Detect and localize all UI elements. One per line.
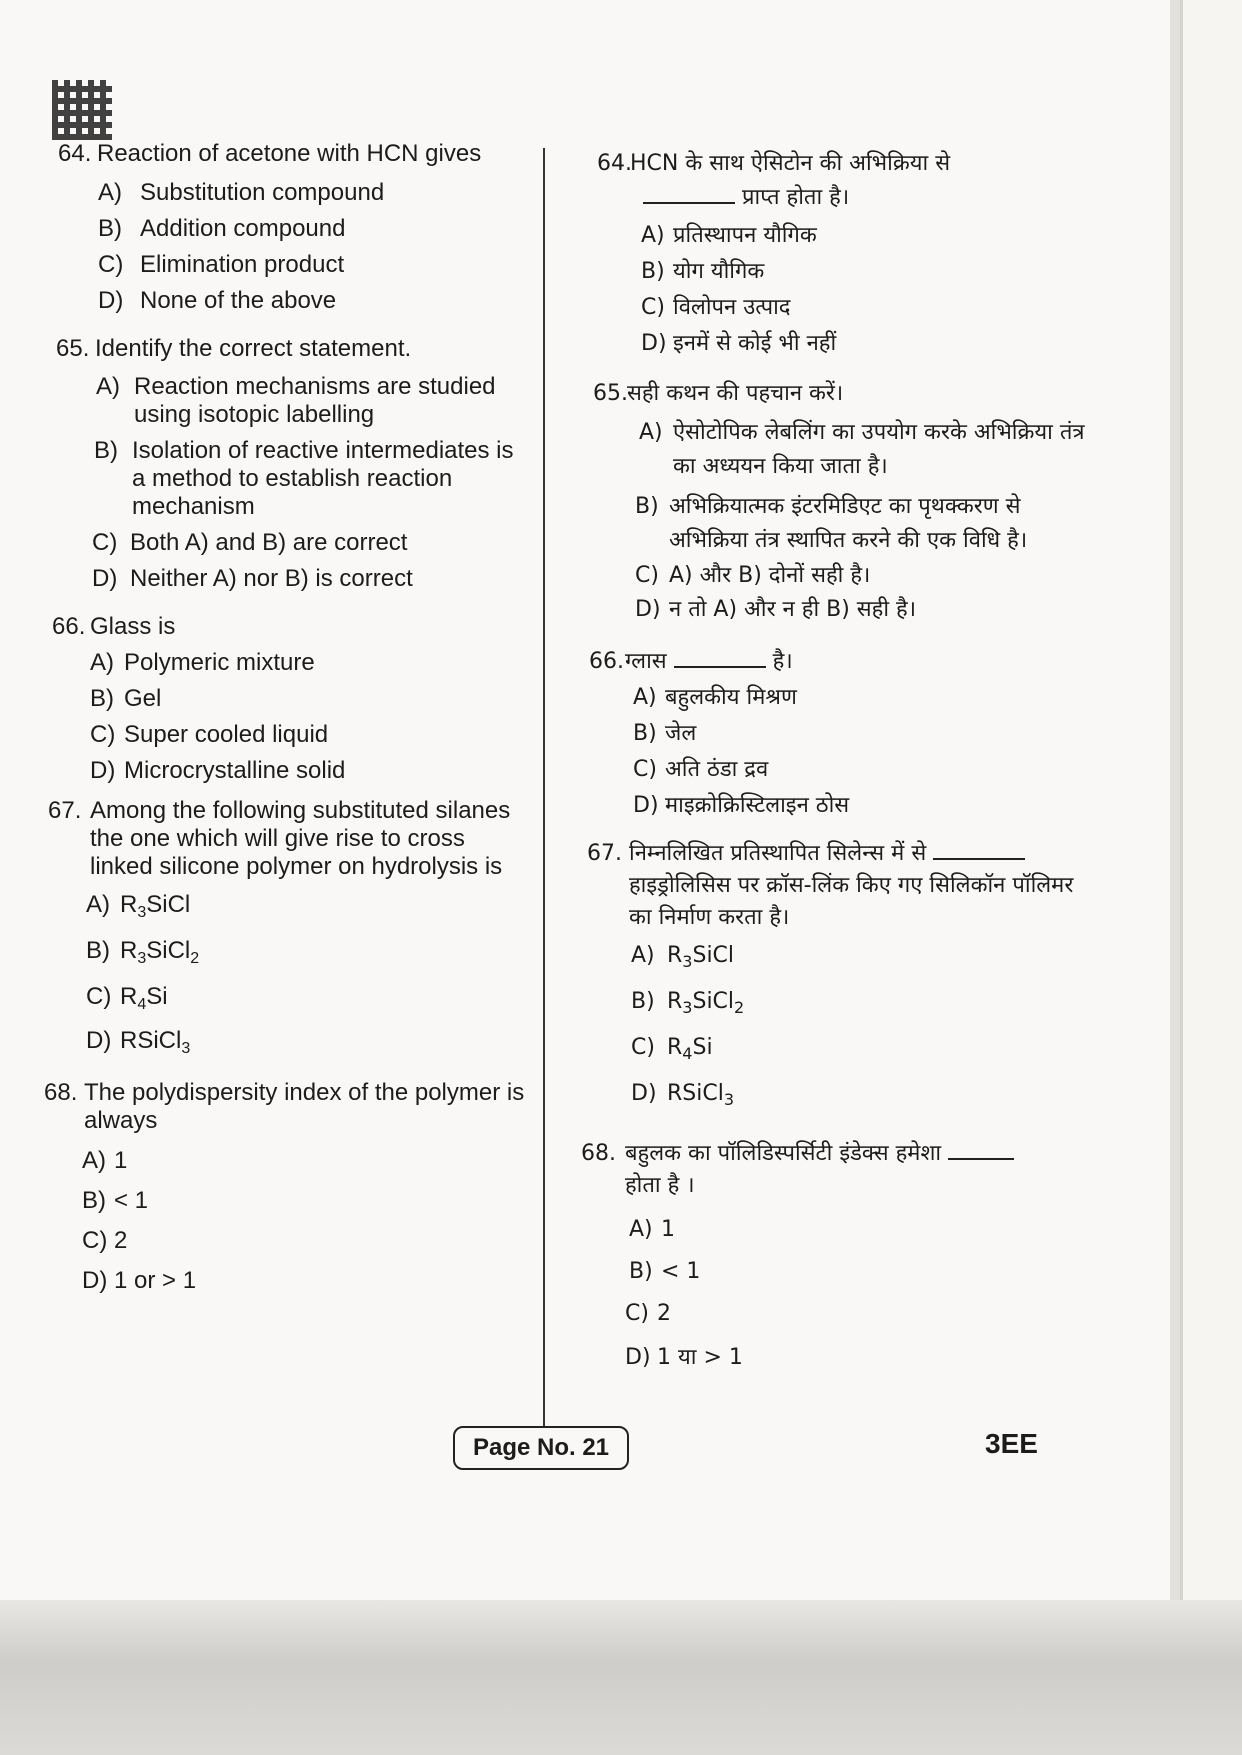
question-number: 65. (56, 335, 90, 362)
question-text: Glass is (90, 613, 176, 640)
option-c: C) Super cooled liquid (90, 721, 329, 748)
option-b: B) अभिक्रियात्मक इंटरमिडिएट का पृथक्करण से अभिक्रिया तंत्र स्थापित करने की एक विधि है। (635, 494, 1028, 553)
formula-r4si: $R_4Si$ (120, 983, 168, 1013)
question-text: Among the following substituted silanes the one which will give rise to cross linked silicone polymer on hydrolysis is (90, 797, 511, 880)
option-c: C) अति ठंडा द्रव (633, 757, 769, 782)
option-b: B) < 1 (629, 1259, 701, 1284)
option-d: D) Neither A) nor B) is correct (92, 565, 413, 592)
option-a: A) प्रतिस्थापन यौगिक (641, 223, 817, 248)
question-number: 68. (44, 1079, 78, 1106)
formula-rsicl3: RSiCl$_3$ (667, 1081, 735, 1109)
option-a: A) Substitution compound (98, 179, 385, 206)
option-d: D) इनमें से कोई भी नहीं (641, 331, 837, 356)
question-text: सही कथन की पहचान करें। (627, 381, 844, 406)
option-a: A) $R_3SiCl$ (86, 891, 191, 921)
option-b: B) Gel (90, 685, 162, 712)
hindi-column (575, 150, 1095, 1372)
option-a: A) 1 (629, 1217, 675, 1242)
question-number: 68. (581, 1141, 616, 1166)
option-d: D) 1 or > 1 (82, 1267, 197, 1294)
question-text: Identify the correct statement. (95, 335, 412, 362)
option-c: C) A) और B) दोनों सही है। (635, 563, 871, 588)
question-number: 67. (587, 841, 622, 866)
question-65 (40, 335, 530, 593)
question-68-hindi: 68. बहुलक का पॉलिडिस्पर्सिटी इंडेक्स हमेशा होता है । A) 1 B) < 1 C) 2 D) 1 या > 1 (575, 1138, 1095, 1372)
page-edge (1170, 0, 1180, 1600)
option-b: B) < 1 (82, 1187, 149, 1214)
formula-r3sicl2: $R_3SiCl_2$ (120, 937, 200, 967)
question-text: बहुलक का पॉलिडिस्पर्सिटी इंडेक्स हमेशा (625, 1141, 942, 1166)
question-number: 66. (52, 613, 86, 640)
option-a: A) 1 (82, 1147, 128, 1174)
question-text: The polydispersity index of the polymer is always (84, 1079, 525, 1134)
option-b: B) $R_3SiCl_2$ (631, 989, 745, 1017)
option-d: D) RSiCl$_3$ (631, 1081, 735, 1109)
option-b: B) Addition compound (98, 215, 346, 242)
booklet-code: 3EE (985, 1428, 1038, 1459)
option-c: C) Elimination product (98, 251, 345, 278)
option-a: A) Polymeric mixture (90, 649, 315, 676)
question-number: 64. (597, 151, 632, 176)
question-66-hindi: 66. ग्लास है। A) बहुलकीय मिश्रण B) जेल C) अति ठंडा द्रव D) माइक्रोक्रिस्टिलाइन ठोस (575, 648, 1095, 820)
answer-blank (948, 1140, 1014, 1160)
question-number: 65. (593, 381, 628, 406)
option-c: C) 2 (82, 1227, 128, 1254)
question-64 (40, 140, 530, 315)
option-d: D) न तो A) और न ही B) सही है। (635, 597, 917, 622)
option-c: C) $R_4Si$ (631, 1035, 713, 1063)
option-a: A) $R_3SiCl$ (631, 943, 735, 971)
formula-r3sicl: $R_3SiCl$ (120, 891, 191, 921)
answer-blank (643, 184, 735, 204)
question-67 (40, 797, 530, 1063)
question-number: 66. (589, 649, 624, 674)
formula-rsicl3: RSiCl$_3$ (120, 1027, 191, 1057)
column-divider (543, 148, 545, 1428)
question-text: HCN के साथ ऐसिटोन की अभिक्रिया से (630, 151, 951, 176)
option-b: B) $R_3SiCl_2$ (86, 937, 200, 967)
question-number: 64. (58, 140, 92, 167)
question-66 (40, 613, 530, 785)
formula-r3sicl: $R_3SiCl$ (667, 943, 735, 971)
question-text: निम्नलिखित प्रतिस्थापित सिलेन्स में से (629, 841, 927, 866)
option-c: C) Both A) and B) are correct (92, 529, 408, 556)
option-a: A) ऐसोटोपिक लेबलिंग का उपयोग करके अभिक्रिया तंत्र का अध्ययन किया जाता है। (639, 420, 1085, 479)
formula-r4si: $R_4Si$ (667, 1035, 713, 1063)
option-b: B) Isolation of reactive intermediates is a method to establish reaction mechanism (94, 437, 514, 520)
option-a: A) बहुलकीय मिश्रण (633, 685, 797, 710)
option-b: B) योग यौगिक (641, 259, 765, 284)
question-text-cont: प्राप्त होता है। (742, 185, 850, 210)
option-d: D) RSiCl$_3$ (86, 1027, 191, 1057)
question-67-hindi: 67. निम्नलिखित प्रतिस्थापित सिलेन्स में से हाइड्रोलिसिस पर क्रॉस-लिंक किए गए सिलिकॉन पॉलिमर का निर्माण करता है। A) $R_3SiCl$ B) $R_3SiCl_2$ C) $R_4Si$ D) RSiCl$_3$ (575, 838, 1095, 1114)
option-d: D) Microcrystalline solid (90, 757, 346, 784)
option-c: C) विलोपन उत्पाद (641, 295, 791, 320)
answer-blank (933, 840, 1025, 860)
english-column (40, 140, 530, 1295)
qr-code-icon (52, 80, 112, 140)
page-fold-shadow (0, 1600, 1242, 1755)
option-b: B) जेल (633, 721, 697, 746)
question-text: Reaction of acetone with HCN gives (97, 140, 482, 167)
question-number: 67. (48, 797, 82, 824)
answer-blank (674, 648, 766, 668)
formula-r3sicl2: $R_3SiCl_2$ (667, 989, 745, 1017)
option-d: D) 1 या > 1 (625, 1345, 743, 1370)
option-d: D) None of the above (98, 287, 337, 314)
option-a: A) Reaction mechanisms are studied using isotopic labelling (96, 373, 496, 428)
question-68 (40, 1079, 530, 1295)
question-64-hindi (575, 150, 1095, 358)
option-d: D) माइक्रोक्रिस्टिलाइन ठोस (633, 793, 850, 818)
question-text: ग्लास (625, 649, 667, 674)
question-65-hindi (575, 380, 1095, 624)
page-number-badge: Page No. 21 (453, 1426, 629, 1470)
option-c: C) 2 (625, 1301, 671, 1326)
option-c: C) $R_4Si$ (86, 983, 168, 1013)
